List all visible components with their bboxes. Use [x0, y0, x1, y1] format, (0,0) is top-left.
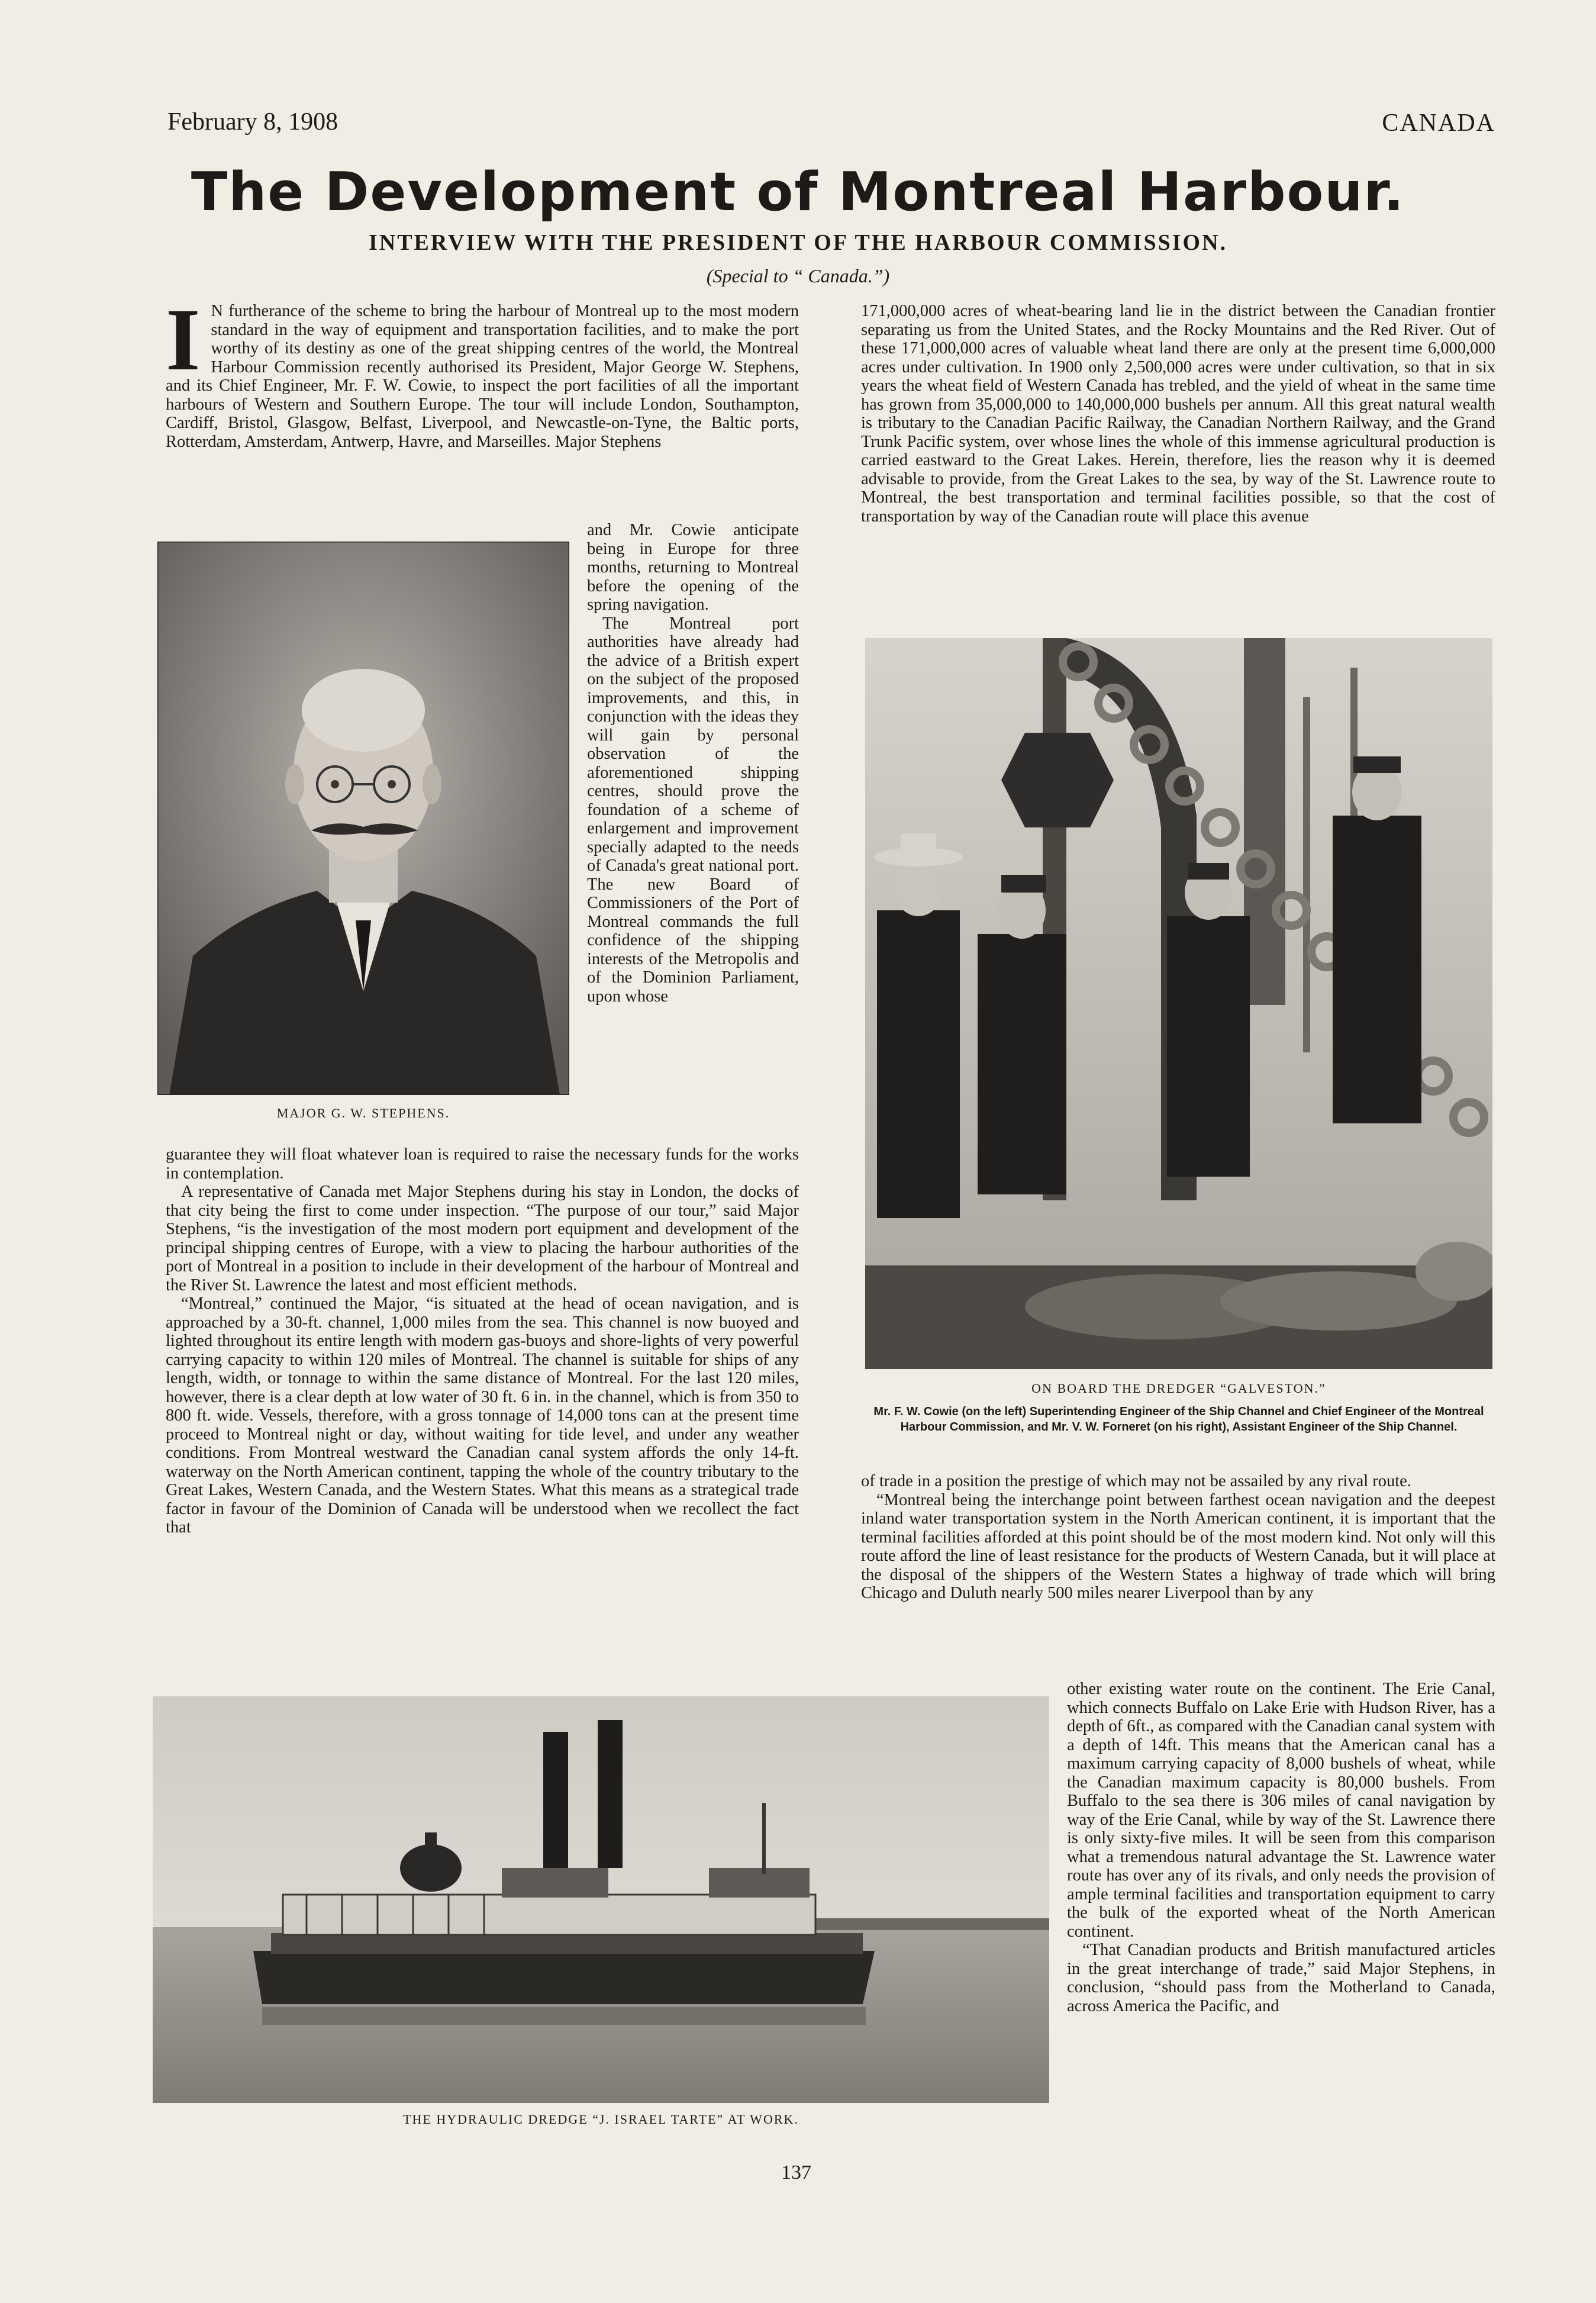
col2-mid-a: of trade in a position the prestige of which may not be assailed by any rival route.	[861, 1472, 1411, 1490]
drop-cap: I	[166, 302, 201, 389]
dredger-image	[865, 638, 1492, 1369]
col1-full-b: A representative of Canada met Major Stephens during his stay in London, the docks of that city being the first to come under inspection. “The purpose of our tour,” said Major Stephens, “is the investigation of the most modern port equipment and development of the principal shipping centres of Europe, with a view to placing the harbour authorities of the port of Montreal in a position to include in their development of the harbour of Montreal and the River St. Lawrence the latest and most efficient methods.	[166, 1183, 799, 1294]
col2-narrow	[1067, 1680, 1495, 2130]
issue-date: February 8, 1908	[167, 108, 338, 136]
col1-full-c: “Montreal,” continued the Major, “is situated at the head of ocean navigation, and is approached by a 30-ft. channel, 1,000 miles from the sea. This channel is now buoyed and lighted throughout its entire length with modern gas-buoys and shore-lights of very powerful carrying capacity to within 120 miles of Montreal. The channel is suitable for ships of any length, width, or tonnage to within the same distance of Montreal. For the last 120 miles, however, there is a clear depth at low water of 30 ft. 6 in. in the channel, which is from 350 to 800 ft. wide. Vessels, therefore, with a gross tonnage of 14,000 tons can at the present time proceed to Montreal night or day, without waiting for tide level, and under any weather conditions. From Montreal westward the Canadian canal system affords the only 14-ft. waterway on the North American continent, tapping the whole of the country tributary to the Great Lakes, Western Canada, and the Western States. What this means as a strategical trade factor in favour of the Dominion of Canada will be understood when we recollect the fact that	[166, 1294, 799, 1537]
dredger-photo	[865, 638, 1492, 1369]
dredge-image	[153, 1696, 1049, 2103]
page-number: 137	[781, 2162, 811, 2183]
col1-narrow	[587, 521, 799, 1142]
dredge-caption: THE HYDRAULIC DREDGE “J. ISRAEL TARTE” AT WORK.	[403, 2112, 799, 2127]
publication-name: CANADA	[1382, 109, 1495, 137]
col2-top	[861, 302, 1495, 610]
article-title: The Development of Montreal Harbour.	[191, 161, 1405, 223]
col2-narrow-text: other existing water route on the continent. The Erie Canal, which connects Buffalo on Lake Erie with Hudson River, has a depth of 6ft., as compared with the Canadian canal system with a depth of 14ft. This means that the American canal has a maximum carrying capacity of 8,000 bushels of wheat, while the Canadian maximum capacity is 80,000 bushels. From Buffalo to the sea there is 306 miles of canal navigation by way of the Erie Canal, while by way of the St. Lawrence there is only sixty-five miles. It will be seen from this comparison what a tremendous natural advantage the St. Lawrence water route has over any of its rivals, and only needs the provision of ample terminal facilities and transportation equipment to carry the bulk of the exported wheat of the North American continent.	[1067, 1680, 1495, 1941]
dredger-caption: ON BOARD THE DREDGER “GALVESTON.”	[1031, 1381, 1326, 1396]
portrait-caption: MAJOR G. W. STEPHENS.	[276, 1106, 450, 1120]
article-byline: (Special to “ Canada.”)	[706, 265, 890, 286]
article-subtitle: INTERVIEW WITH THE PRESIDENT OF THE HARBOUR COMMISSION.	[368, 230, 1228, 255]
portrait-photo	[157, 542, 569, 1095]
col2-narrow-text-2: “That Canadian products and British manufactured articles in the great interchange of trade,” said Major Stephens, in conclusion, “should pass from the Motherland to Canada, across America the Pacific, and	[1067, 1941, 1495, 2015]
col2-top-text: 171,000,000 acres of wheat-bearing land lie in the district between the Canadian frontier separating us from the United States, and the Rocky Mountains and the Red River. Out of these 171,000,000 acres of valuable wheat land there are only at the present time 6,000,000 acres under cultivation. In 1900 only 2,500,000 acres were under cultivation, so that in six years the wheat field of Western Canada has trebled, and the yield of wheat in the same time has grown from 35,000,000 to 140,000,000 bushels per annum. All this great natural wealth is tributary to the Canadian Pacific Railway, the Canadian Northern Railway, and the Grand Trunk Pacific system, over whose lines the whole of this immense agricultural production is carried eastward to the Great Lakes. Herein, therefore, lies the reason why it is deemed advisable to provide, from the Great Lakes to the sea, by way of the St. Lawrence route to Montreal, the best transportation and terminal facilities possible, so that the cost of transportation by way of the Canadian route will place this avenue	[861, 302, 1495, 526]
col2-mid	[861, 1472, 1495, 1691]
col1-narrow-text-2: The Montreal port authorities have already had the advice of a British expert on the subject of the proposed improvements, and this, in conjunction with the ideas they will gain by personal observation of the aforementioned shipping centres, should prove the foundation of a scheme of enlargement and improvement specially adapted to the needs of Canada's great national port. The new Board of Commissioners of the Port of Montreal commands the full confidence of the shipping interests of the Metropolis and of the Dominion Parliament, upon whose	[587, 614, 799, 1006]
col2-mid-b: “Montreal being the interchange point between farthest ocean navigation and the deepest inland water transportation system in the North American continent, it is important that the terminal facilities afforded at this point should be of the most modern kind. Not only will this route afford the line of least resistance for the products of Western Canada, but it will place at the disposal of the shippers of the Western States a highway of trade which will bring Chicago and Duluth nearly 500 miles nearer Liverpool than by any	[861, 1490, 1495, 1602]
dredge-photo	[153, 1696, 1049, 2103]
dredger-subcaption: Mr. F. W. Cowie (on the left) Superintending Engineer of the Ship Channel and Chief Engineer of the Montreal Harbour Commission, and Mr. V. W. Forneret (on his right), Assistant Engineer of the Ship Channel.	[873, 1405, 1484, 1434]
col1-intro	[166, 302, 799, 522]
col1-narrow-text: and Mr. Cowie anticipate being in Europe for three months, returning to Montreal before the opening of the spring navigation.	[587, 521, 799, 614]
portrait-image	[157, 542, 569, 1095]
col1-full	[166, 1145, 799, 1666]
col1-full-a: guarantee they will float whatever loan is required to raise the necessary funds for the works in contemplation.	[166, 1145, 799, 1183]
col1-intro-text: N furtherance of the scheme to bring the harbour of Montreal up to the most modern standard in the way of equipment and transportation facilities, and to make the port worthy of its destiny as one of the great shipping centres of the world, the Montreal Harbour Commission recently authorised its President, Major George W. Stephens, and its Chief Engineer, Mr. F. W. Cowie, to inspect the port facilities of all the important harbours of Western and Southern Europe. The tour will include London, Southampton, Cardiff, Bristol, Glasgow, Belfast, Liverpool, and Newcastle-on-Tyne, the Baltic ports, Rotterdam, Amsterdam, Antwerp, Havre, and Marseilles. Major Stephens	[166, 302, 799, 451]
